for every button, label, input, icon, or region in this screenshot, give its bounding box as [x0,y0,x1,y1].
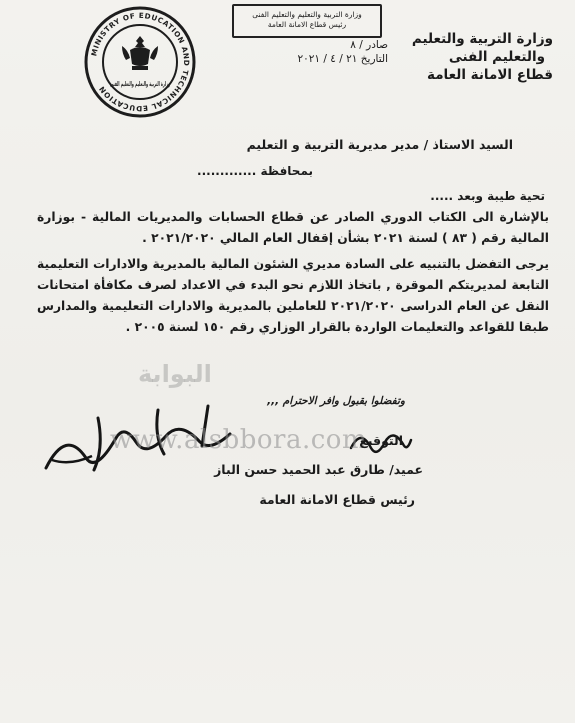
governorate-line: بمحافظة ............. [197,164,313,178]
seal-outer-text: MINISTRY OF EDUCATION AND TECHNICAL EDUCATION [89,10,192,114]
paragraph-reference: بالإشارة الى الكتاب الدوري الصادر عن قطاع الحسابات والمديريات المالية - بوزارة المالية رقم ( ٨٣ ) لسنة ٢٠٢١ بشأن إقفال العام المالي ٢٠٢١/٢٠٢٠ . [37,210,549,245]
addressee-line: السيد الاستاذ / مدير مديرية التربية و التعليم [246,137,513,152]
letter-date: التاريخ ٢١ / ٤ / ٢٠٢١ [297,53,388,65]
seal-inner-text: وزارة التربية والتعليم والتعليم الفنى [110,80,170,88]
signer-name: عميد/ طارق عبد الحميد حسن الباز [214,462,423,477]
stamp-line-2: رئيس قطاع الامانة العامة [267,20,347,29]
ministry-seal-logo [84,6,196,118]
stamp-line-1: وزارة التربية والتعليم والتعليم الفنى [252,10,362,19]
eagle-emblem-icon [122,36,158,70]
signer-role: رئيس قطاع الامانة العامة [259,492,415,507]
closing-line: وتفضلوا بقبول وافر الاحترام ,,, [267,395,405,407]
arabic-watermark: البوابة [138,360,212,388]
website-watermark: www.alsbbora.com [110,425,368,455]
signature-label: التوقيع [359,433,403,448]
ministry-name: وزارة التربية والتعليم [411,31,553,47]
sector-name: قطاع الامانة العامة [427,67,553,83]
reference-block [248,38,388,66]
ministry-header [363,30,553,84]
greeting-line: تحية طيبة وبعد ..... [430,189,545,203]
registration-stamp [232,4,382,38]
outgoing-number: صادر / ٨ [350,39,388,51]
paragraph-request: يرجى التفضل بالتنبيه على السادة مديري الشئون المالية بالمديرية والادارات التعليمية التابعة لمديريتكم الموقرة , باتخاذ اللازم نحو البدء في الاعداد لصرف مكافأة امتحانات النقل عن العام الدراسى ٢٠٢١/٢٠٢٠ للعاملين بالمديرية والادارات التعليمية والمدارس طبقا للقواعد والتعليمات الواردة بالقرار الوزاري رقم ١٥٠ لسنة ٢٠٠٥ . [37,257,549,334]
ministry-subname: والتعليم الفنى [448,49,545,65]
